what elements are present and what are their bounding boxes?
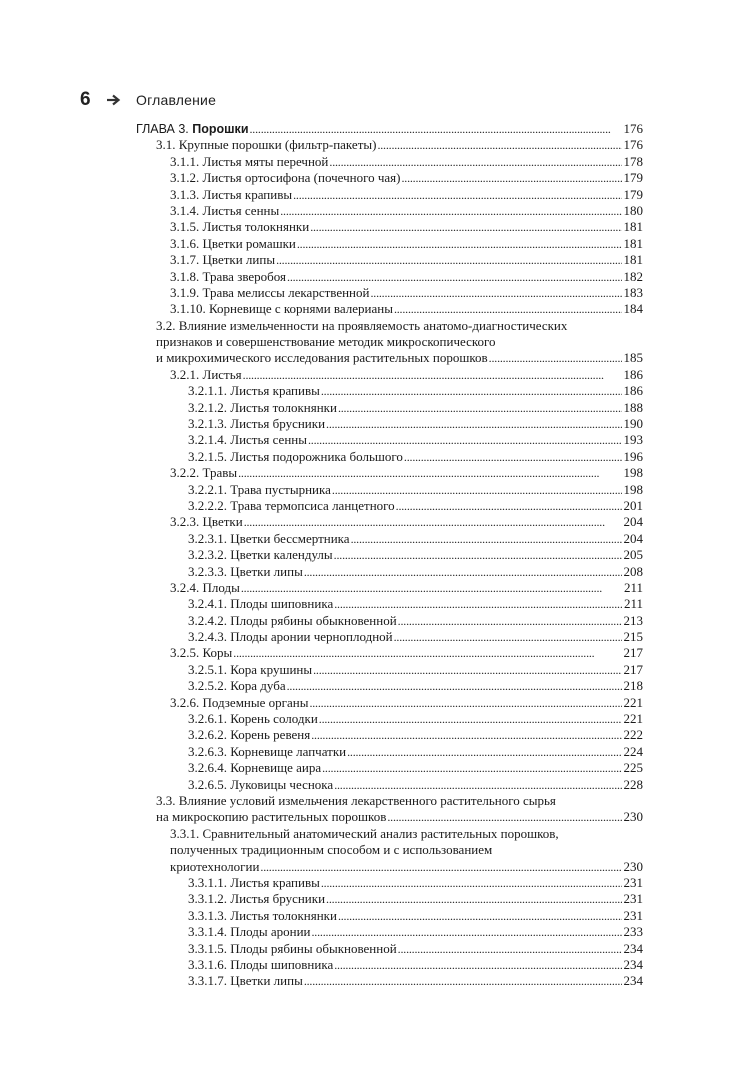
toc-entry-page: 225 [623,760,643,776]
toc-entry-title: 3.1.4. Листья сенны [170,202,280,218]
dot-leader [332,482,622,498]
toc-entry[interactable] [136,941,643,957]
toc-entry-title: 3.2.1.1. Листья крапивы [188,383,320,399]
toc-entry[interactable] [136,596,643,612]
dot-leader [394,301,622,317]
toc-entry[interactable] [136,465,643,481]
toc-entry-page: 208 [623,563,643,579]
toc-entry-title: признаков и совершенствование методик микроскопического [156,334,496,350]
toc-entry[interactable] [136,416,643,432]
toc-entry-title: 3.2.5.2. Кора дуба [188,678,286,694]
dot-leader [313,662,622,678]
toc-entry[interactable] [136,580,643,596]
page-number: 6 [80,89,91,110]
dot-leader [347,744,622,760]
chapter-prefix: ГЛАВА 3. [136,121,193,136]
toc-entry[interactable] [136,564,643,580]
toc-entry[interactable] [136,449,643,465]
toc-entry-title: 3.2.1. Листья [170,366,242,382]
toc-entry[interactable] [136,924,643,940]
dot-leader [241,580,622,596]
toc-entry-title: 3.3.1.5. Плоды рябины обыкновенной [188,940,397,956]
toc-entry-page: 231 [623,874,643,890]
toc-entry[interactable] [136,629,643,645]
toc-entry[interactable] [136,973,643,989]
dot-leader [287,678,622,694]
toc-entry-page: 211 [623,596,643,612]
dot-leader [244,514,622,530]
toc-entry[interactable] [136,793,643,809]
toc-entry-title: 3.2.2.1. Трава пустырника [188,481,331,497]
toc-entry-page: 181 [623,235,643,251]
toc-entry-title: 3.3.1.1. Листья крапивы [188,874,320,890]
toc-entry-title: 3.1.8. Трава зверобоя [170,268,287,284]
toc-entry[interactable] [136,531,643,547]
dot-leader [250,121,623,137]
dot-leader [233,646,622,662]
toc-entry-page: 198 [623,481,643,497]
toc-entry-page: 218 [623,678,643,694]
toc-entry-page: 198 [623,465,643,481]
toc-entry-page: 193 [623,432,643,448]
toc-entry-page: 204 [623,530,643,546]
dot-leader [334,596,622,612]
toc-entry[interactable] [136,334,643,350]
toc-entry-title: 3.2.4.3. Плоды аронии черноплодной [188,629,393,645]
dot-leader [326,891,622,907]
toc-entry[interactable] [136,400,643,416]
dot-leader [338,400,622,416]
dot-leader [387,809,622,825]
toc-chapter-row[interactable] [136,121,643,137]
dot-leader [326,416,622,432]
toc-entry-title: полученных традиционным способом и с использованием [170,842,493,858]
toc-entry-title: 3.2.6.2. Корень ревеня [188,727,311,743]
dot-leader [401,170,622,186]
toc-entry-title: 3.2.6.3. Корневище лапчатки [188,743,347,759]
toc-entry-page: 211 [623,579,643,595]
dot-leader [321,383,622,399]
toc-entry[interactable] [136,187,643,203]
toc-entry-page: 233 [623,924,643,940]
toc-entry-page: 224 [623,743,643,759]
toc-entry[interactable] [136,547,643,563]
toc-entry[interactable] [136,908,643,924]
dot-leader [276,252,622,268]
toc-entry-title: криотехнологии [170,858,260,874]
toc-entry-title: 3.2.4.1. Плоды шиповника [188,596,334,612]
toc-entry[interactable] [136,285,643,301]
toc-entry-title: 3.3. Влияние условий измельчения лекарственного растительного сырья [156,793,556,809]
dot-leader [329,154,622,170]
toc-entry[interactable] [136,154,643,170]
toc-entry[interactable] [136,498,643,514]
toc-entry-page: 185 [623,350,643,366]
toc-entry[interactable] [136,383,643,399]
toc-entry[interactable] [136,318,643,334]
toc-entry-title: 3.2.3. Цветки [170,514,243,530]
dot-leader [334,547,622,563]
toc-entry[interactable] [136,613,643,629]
toc-entry-title: 3.2.3.2. Цветки календулы [188,547,333,563]
toc-entry-page: 217 [623,645,643,661]
toc-entry-title: 3.1.1. Листья мяты перечной [170,153,329,169]
toc-entry[interactable] [136,678,643,694]
dot-leader [321,875,622,891]
toc-entry-page: 190 [623,416,643,432]
toc-entry-page: 221 [623,711,643,727]
dot-leader [243,367,622,383]
dot-leader [238,465,622,481]
toc-entry-page: 221 [623,694,643,710]
toc-entry-title: 3.2.2.2. Трава термопсиса ланцетного [188,497,395,513]
chapter-page: 176 [623,120,643,136]
toc-entry[interactable] [136,662,643,678]
toc-entry-page: 201 [623,497,643,513]
toc-entry-title: 3.2. Влияние измельченности на проявляемость анатомо-диагностических [156,317,568,333]
running-header [80,88,216,112]
toc-entry-title: 3.1.5. Листья толокнянки [170,219,310,235]
dot-leader [308,432,622,448]
dot-leader [312,924,623,940]
dot-leader [322,760,622,776]
toc-entry-page: 181 [623,252,643,268]
toc-entry[interactable] [136,727,643,743]
toc-entry[interactable] [136,957,643,973]
toc-entry[interactable] [136,646,643,662]
table-of-contents [136,121,643,990]
dot-leader [319,711,622,727]
toc-entry-page: 231 [623,907,643,923]
toc-entry-page: 181 [623,219,643,235]
toc-entry-page: 186 [623,383,643,399]
toc-entry-title: 3.2.4.2. Плоды рябины обыкновенной [188,612,397,628]
toc-entry-title: 3.2.6.1. Корень солодки [188,711,318,727]
toc-entry-title: 3.2.6. Подземные органы [170,694,309,710]
toc-entry-title: 3.1.2. Листья ортосифона (почечного чая) [170,170,401,186]
toc-entry-page: 186 [623,366,643,382]
dot-leader [334,777,622,793]
toc-entry-page: 188 [623,399,643,415]
toc-entry-page: 180 [623,202,643,218]
dot-leader [287,269,622,285]
toc-entry-page: 179 [623,170,643,186]
toc-entry[interactable] [136,875,643,891]
toc-entry-title: 3.2.2. Травы [170,465,238,481]
toc-entry-title: 3.2.6.5. Луковицы чеснока [188,776,334,792]
dot-leader [489,350,622,366]
toc-entry-page: 215 [623,629,643,645]
toc-entry-page: 196 [623,448,643,464]
toc-entry[interactable] [136,826,643,842]
toc-entry[interactable] [136,482,643,498]
toc-entry-page: 231 [623,891,643,907]
dot-leader [297,236,622,252]
toc-entry-page: 230 [623,858,643,874]
toc-entry-page: 230 [623,809,643,825]
toc-entry-title: 3.1.9. Трава мелиссы лекарственной [170,284,370,300]
toc-entry-title: и микрохимического исследования растительных порошков [156,350,488,366]
toc-entry-title: 3.1.6. Цветки ромашки [170,235,296,251]
dot-leader [398,613,622,629]
dot-leader [370,285,622,301]
toc-entry-page: 184 [623,301,643,317]
toc-entry-title: 3.2.3.1. Цветки бессмертника [188,530,350,546]
toc-entry[interactable] [136,777,643,793]
toc-entry-title: 3.2.1.4. Листья сенны [188,432,307,448]
toc-entry-page: 234 [623,973,643,989]
toc-entry[interactable] [136,170,643,186]
toc-entry-page: 204 [623,514,643,530]
toc-entry[interactable] [136,859,643,875]
toc-entry-title: 3.1. Крупные порошки (фильтр-пакеты) [156,137,377,153]
toc-entry[interactable] [136,203,643,219]
toc-entry[interactable] [136,367,643,383]
toc-entry-page: 179 [623,186,643,202]
toc-entry[interactable] [136,269,643,285]
toc-entry-page: 183 [623,284,643,300]
toc-entry-title: 3.2.1.2. Листья толокнянки [188,399,337,415]
toc-entry-page: 205 [623,547,643,563]
toc-entry-page: 213 [623,612,643,628]
dot-leader [377,137,622,153]
dot-leader [404,449,622,465]
toc-entry[interactable] [136,695,643,711]
toc-entry-title: 3.2.3.3. Цветки липы [188,563,303,579]
toc-entry-title: 3.3.1.2. Листья брусники [188,891,326,907]
toc-entry-title: 3.2.1.5. Листья подорожника большого [188,448,403,464]
toc-entry[interactable] [136,514,643,530]
toc-entry-title: 3.2.5. Коры [170,645,233,661]
dot-leader [304,564,622,580]
toc-entry-page: 234 [623,956,643,972]
toc-entry[interactable] [136,432,643,448]
toc-entry-title: 3.2.1.3. Листья брусники [188,416,326,432]
toc-entry-title: 3.1.7. Цветки липы [170,252,276,268]
toc-entry[interactable] [136,744,643,760]
toc-entry-page: 176 [623,137,643,153]
toc-entry[interactable] [136,137,643,153]
dot-leader [396,498,622,514]
toc-entry-title: 3.3.1.3. Листья толокнянки [188,907,337,923]
dot-leader [309,695,622,711]
dot-leader [394,629,622,645]
dot-leader [351,531,622,547]
dot-leader [304,973,622,989]
dot-leader [280,203,622,219]
chapter-label [136,121,249,137]
dot-leader [334,957,622,973]
dot-leader [260,859,622,875]
toc-entry[interactable] [136,711,643,727]
toc-entry-page: 217 [623,661,643,677]
toc-entry[interactable] [136,760,643,776]
toc-entry[interactable] [136,301,643,317]
toc-entry[interactable] [136,236,643,252]
arrow-right-icon [106,92,122,108]
toc-entry[interactable] [136,809,643,825]
toc-entry-page: 182 [623,268,643,284]
toc-entry[interactable] [136,350,643,366]
toc-entry-page: 178 [623,153,643,169]
dot-leader [398,941,622,957]
toc-entry-title: 3.3.1.6. Плоды шиповника [188,956,334,972]
toc-entry-title: 3.2.4. Плоды [170,579,240,595]
dot-leader [293,187,622,203]
toc-entry-title: 3.1.3. Листья крапивы [170,186,293,202]
toc-entry-page: 234 [623,940,643,956]
chapter-title: Порошки [192,121,249,136]
toc-entry-title: на микроскопию растительных порошков [156,809,387,825]
dot-leader [310,219,622,235]
toc-entry[interactable] [136,219,643,235]
toc-entry-page: 222 [623,727,643,743]
toc-entry[interactable] [136,891,643,907]
toc-entry-title: 3.3.1. Сравнительный анатомический анализ растительных порошков, [170,825,559,841]
toc-entry-title: 3.3.1.7. Цветки липы [188,973,303,989]
toc-entry[interactable] [136,252,643,268]
header-title: Оглавление [136,92,217,108]
toc-entry-title: 3.3.1.4. Плоды аронии [188,924,311,940]
dot-leader [311,727,622,743]
toc-entry-title: 3.2.5.1. Кора крушины [188,661,313,677]
toc-entry[interactable] [136,842,643,858]
dot-leader [338,908,622,924]
toc-entry-title: 3.2.6.4. Корневище аира [188,760,322,776]
toc-entry-title: 3.1.10. Корневище с корнями валерианы [170,301,393,317]
toc-entry-page: 228 [623,776,643,792]
